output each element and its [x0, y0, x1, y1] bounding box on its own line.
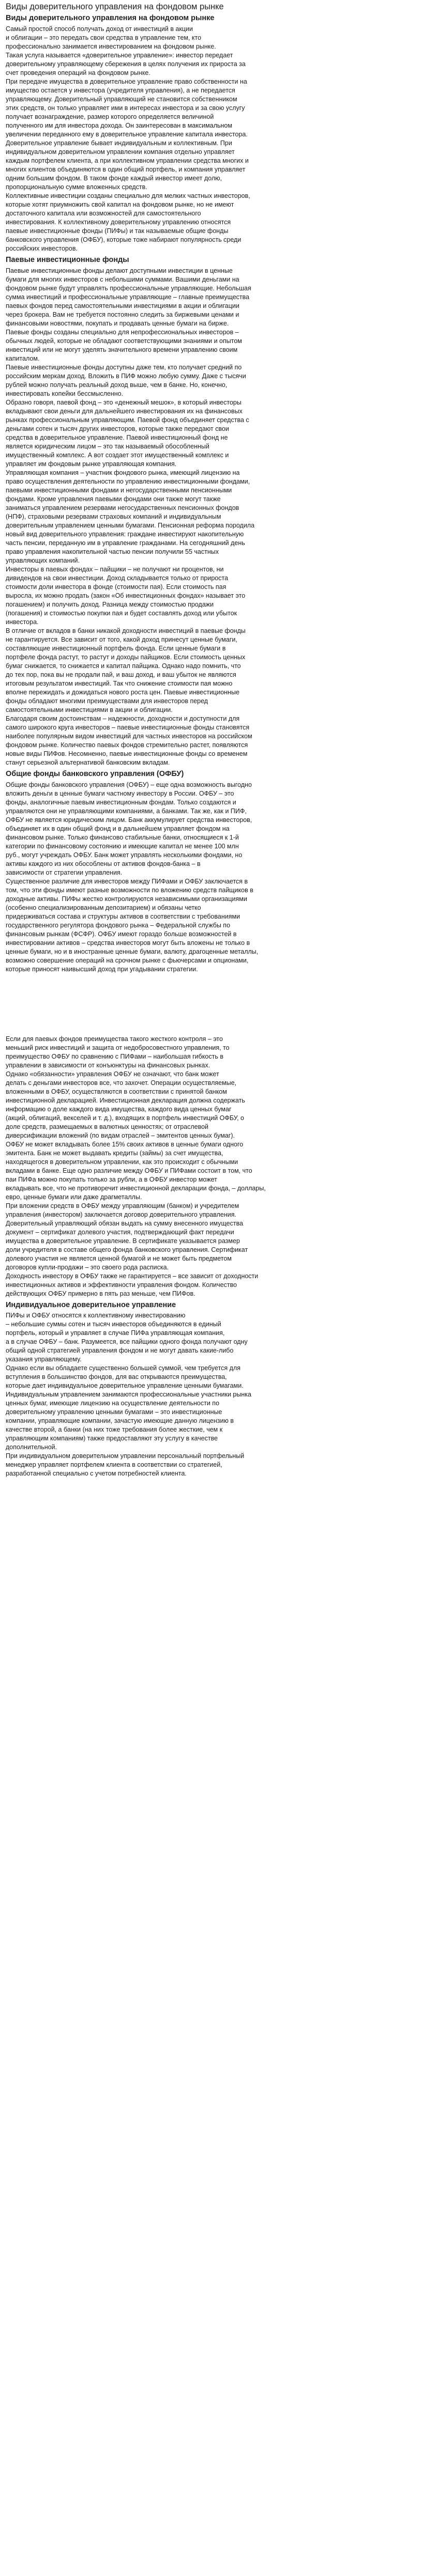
- paragraph: Благодаря своим достоинствам – надежности, доходности и доступности для самого широкого круга инвесторов – паевые инвестиционные фонды становятся наиболее популярным видом инвестиций для частных инвесторов на российском фондовом рынке. Количество паевых фондов стремительно растет, появляются новые виды ПИФов. Несомненно, паевые инвестиционные фонды со временем станут серьезной альтернативой банковским вкладам.: [6, 715, 252, 766]
- individual-section: [6, 1300, 432, 1479]
- paragraph: Доходность инвестору в ОФБУ также не гарантируется – все зависит от доходности инвестиционных активов и эффективности управления фондом. Количество действующих ОФБУ примерно в пять раз меньше, чем ПИФов.: [6, 1272, 259, 1297]
- paragraph: Самый простой способ получать доход от инвестиций в акции и облигации – это передать свои средства в управление тем, кто профессионально занимается инвестированием на фондовом рынке.: [6, 25, 216, 51]
- section-heading-ofbu: Общие фонды банковского управления (ОФБУ): [6, 769, 184, 778]
- article-heading: Виды доверительного управления на фондовом рынке: [6, 14, 215, 23]
- pif-section: [6, 255, 432, 767]
- paragraph: Такая услуга называется «доверительное управление»: инвестор передает доверительному управляющему сбережения в целях получения их прироста за счет проведения операций на фондовом рынке.: [6, 52, 246, 77]
- paragraph: Паевые фонды созданы специально для непрофессиональных инвесторов – обычных людей, которые не обладают соответствующими знаниями и опытом инвестиций или не могут уделять значительного времени управлению своим капиталом.: [6, 328, 242, 362]
- ofbu-section: [6, 769, 432, 974]
- paragraph: Коллективные инвестиции созданы специально для мелких частных инвесторов, которые хотят приумножить свой капитал на фондовом рынке, но не имеют достаточного капитала или возможностей для самостоятельного инвестирования. К коллективному доверительному управлению относятся паевые инвестиционные фонды (ПИФы) и так называемые общие фонды банковского управления (ОФБУ), которые тоже набирают популярность среди российских инвесторов.: [6, 192, 250, 253]
- paragraph: Образно говоря, паевой фонд – это «денежный мешок», в который инвесторы вкладывают свои деньги для дальнейшего инвестирования их на финансовых рынках профессиональным управляющим. Паевой фонд объединяет средства с деньгами сотен и тысяч других инвесторов, которые также передают свои средства в доверительное управление. Паевой инвестиционный фонд не является юридическим лицом – это так называемый обособленный имущественный комплекс. А вот создает этот имущественный комплекс и управляет им фондовым рынке управляющая компания.: [6, 398, 249, 468]
- paragraph: ОФБУ не может вкладывать более 15% своих активов в ценные бумаги одного эмитента. Банк не может выдавать кредиты (займы) за счет имущества, находящегося в доверительном управлении, как это происходит с обычными вкладами в банке. Еще одно различие между ОФБУ и ПИФами состоит в том, что паи ПИФа можно покупать только за рубли, а в ОФБУ инвестор может вкладывать все, что не противоречит инвестиционной декларации фонда, – доллары, евро, ценные бумаги или даже драгметаллы.: [6, 1140, 266, 1201]
- paragraph: Инвесторы в паевых фондах – пайщики – не получают ни процентов, ни дивидендов на свои инвестиции. Доход складывается только от прироста стоимости доли инвестора в фонде (стоимости пая). Если стоимость пая выросла, их можно продать (закон «Об инвестиционных фондах» называет это погашением) и получить доход. Разница между стоимостью продажи (погашения) и стоимостью покупки пая и будет составлять доход или убыток инвестора.: [6, 565, 246, 626]
- intro-section: [6, 25, 432, 253]
- paragraph: Однако если вы обладаете существенно большей суммой, чем требуется для вступления в большинство фондов, для вас открываются преимущества, которые дает индивидуальное доверительное управление ценными бумагами. Индивидуальным управлением занимаются профессиональные участники рынка ценных бумаг, имеющие лицензию на осуществление деятельности по доверительному управлению ценными бумагами – это инвестиционные компании, управляющие компании, зачастую имеющие данную лицензию в качестве второй, а банки (на них тоже требования более жесткие, чем к управляющим компаниям) также предоставляют эту услугу в качестве дополнительной.: [6, 1364, 251, 1451]
- paragraph: Существенное различие для инвесторов между ПИФами и ОФБУ заключается в том, что эти фонды имеют разные возможности по вложению средств пайщиков в доходные активы. ПИФы жестко контролируются независимыми организациями (особенно специализированным депозитарием) и обязаны четко придерживаться состава и структуры активов в соответствии с требованиями государственного регулятора фондового рынка – Федеральной службы по финансовым рынкам (ФСФР). ОФБУ имеют гораздо больше возможностей в инвестировании активов – средства инвесторов могут быть вложены не только в ценные бумаги, но и в иностранные ценные бумаги, валюту, драгоценные металлы, возможно совершение операций на срочном рынке с фьючерсами и опционами, которые приносят наивысший доход при угадывании стратегии.: [6, 877, 259, 973]
- ofbu-section-continued: [6, 1035, 432, 1298]
- paragraph: Управляющая компания – участник фондового рынка, имеющий лицензию на право осуществления деятельности по управлению инвестиционными фондами, паевыми инвестиционными фондами и негосударственными пенсионными фондами. Кроме управления паевыми фондами они также могут также заниматься управлением резервами негосударственных пенсионных фондов (НПФ), страховыми резервами страховых компаний и индивидуальным доверительным управлением ценными бумагами. Пенсионная реформа породила новый вид доверительного управления: граждане инвестируют накопительную часть пенсии, переданную им в управление гражданами. На сегодняшний день право управления накопительной частью пенсии получили 55 частных управляющих компаний.: [6, 469, 255, 564]
- blank-space: [6, 974, 432, 1035]
- paragraph: Общие фонды банковского управления (ОФБУ) – еще одна возможность выгодно вложить деньги в ценные бумаги частному инвестору в России. ОФБУ – это фонды, аналогичные паевым инвестиционным фондам. Только создаются и управляются они не управляющими компаниями, а банками. Так же, как и ПИФ, ОФБУ не является юридическим лицом. Банк аккумулирует средства инвесторов, объединяет их в один общий фонд и в дальнейшем управляет фондом на финансовом рынке. Только финансово стабильные банки, относящиеся к 1-й категории по финансовому состоянию и имеющие капитал не менее 100 млн руб., могут учреждать ОФБУ. Банк может управлять несколькими фондами, но активы каждого из них обособлены от активов фондов-банка – в зависимости от стратегии управления.: [6, 781, 252, 876]
- paragraph: Однако «обязанности» управления ОФБУ не означают, что банк может делать с деньгами инвесторов все, что захочет. Операции осуществляемые, вложенными в ОФБУ, осуществляются в соответствии с принятой банком инвестиционной декларацией. Инвестиционная декларация должна содержать информацию о доле каждого вида имущества, каждого вида ценных бумаг (акций, облигаций, векселей и т. д.), входящих в портфель инвестиций ОФБУ, о доле средств, размещаемых в валютных ценностях; от отраслевой диверсификации вложений (по видам отраслей – эмитентов ценных бумаг).: [6, 1070, 245, 1139]
- page-title: Виды доверительного управления на фондовом рынке: [6, 2, 224, 11]
- paragraph: В отличие от вкладов в банки никакой доходности инвестиций в паевые фонды не гарантируется. Все зависит от того, какой доход принесут ценные бумаги, составляющие инвестиционный портфель фонда. Если ценные бумаги в портфеле фонда растут, то растут и доходы пайщиков. Если стоимость ценных бумаг снижается, то снижается и капитал пайщика. Однако надо помнить, что до тех пор, пока вы не продали пай, и ваш доход, и ваш убыток не являются итоговым результатом инвестиций. Так что снижение стоимости пая можно вполне пережидать и дожидаться нового роста цен. Паевые инвестиционные фонды обладают многими преимуществами для инвесторов перед самостоятельными инвестициями в акции и облигации.: [6, 627, 246, 713]
- paragraph: Паевые инвестиционные фонды доступны даже тем, кто получает средний по российским меркам доход. Вложить в ПИФ можно любую сумму. Даже с тысячи рублей можно получать реальный доход выше, чем в банке. Но, конечно, инвестировать копейки бессмысленно.: [6, 363, 246, 397]
- paragraph: Паевые инвестиционные фонды делают доступными инвестиции в ценные бумаги для многих инвесторов с небольшими суммами. Вашими деньгами на фондовом рынке будут управлять профессиональные управляющие. Небольшая сумма инвестиций и профессиональные управляющие – главные преимущества паевых фондов перед самостоятельными инвестициями в акции и облигации через брокера. Вам не требуется постоянно следить за биржевыми ценами и финансовыми новостями, покупать и продавать ценные бумаги на бирже.: [6, 267, 251, 327]
- paragraph: При передаче имущества в доверительное управление право собственности на имущество остается у инвестора (учредителя управления), а не передается управляющему. Доверительный управляющий не становится собственником этих средств, он только управляет ими в интересах инвестора и за свою услугу получает вознаграждение, размер которого определяется величиной полученного им для инвестора дохода. Он заинтересован в максимальном увеличении переданного ему в доверительное управление капитала инвестора.: [6, 78, 248, 138]
- section-heading-individual: Индивидуальное доверительное управление: [6, 1300, 176, 1309]
- paragraph: Доверительное управление бывает индивидуальным и коллективным. При индивидуальном доверительном управлении компания отдельно управляет каждым портфелем клиента, а при коллективном управлении средства многих и многих клиентов объединяются в один общий портфель, и компания управляет одним большим фондом. В таком фонде каждый инвестор имеет долю, пропорциональную сумме вложенных средств.: [6, 139, 249, 191]
- paragraph: При вложении средств в ОФБУ между управляющим (банком) и учредителем управления (инвестором) заключается договор доверительного управления. Доверительный управляющий обязан выдать на сумму внесенного имущества документ – сертификат долевого участия, подтверждающий факт передачи имущества в доверительное управление. В сертификате указывается размер доли учредителя в составе общего фонда банковского управления. Сертификат долевого участия не является ценной бумагой и не может быть предметом договоров купли-продажи – это своего рода расписка.: [6, 1202, 248, 1271]
- section-heading-pif: Паевые инвестиционные фонды: [6, 256, 129, 265]
- paragraph: При индивидуальном доверительном управлении персональный портфельный менеджер управляет портфелем клиента в соответствии со стратегией, разработанной специально с учетом потребностей клиента.: [6, 1452, 245, 1478]
- paragraph: Если для паевых фондов преимущества такого жесткого контроля – это меньший риск инвестиций и защита от недобросовестного управления, то преимущество ОФБУ по сравнению с ПИФами – наибольшая гибкость в управлении в зависимости от конъюнктуры на финансовых рынках.: [6, 1035, 230, 1069]
- paragraph: ПИФы и ОФБУ относятся к коллективному инвестированию – небольшие суммы сотен и тысяч инвесторов объединяются в единый портфель, который и управляет в случае ПИФа управляющая компания, а в случае ОФБУ – банк. Разумеется, все пайщики одного фонда получают одну общий одной стратегией управления фондом и не могут давать какие-либо указания управляющему.: [6, 1312, 248, 1363]
